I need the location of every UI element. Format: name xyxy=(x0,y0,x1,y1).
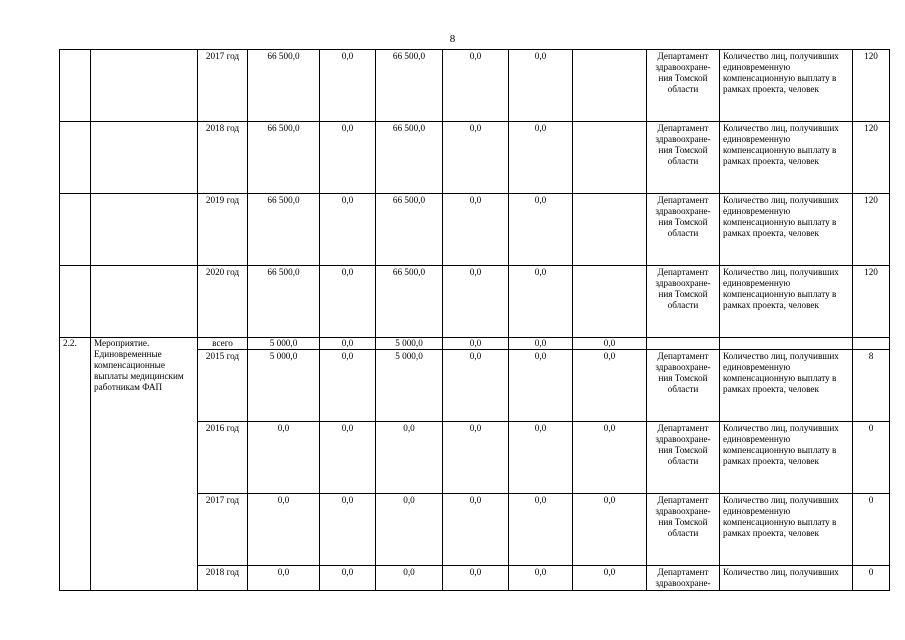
department-cell: Департамент здравоохране- ния Томской области xyxy=(647,122,720,194)
indicator-value-cell: 120 xyxy=(853,50,890,122)
amount-cell: 0,0 xyxy=(320,50,376,122)
amount-cell: 0,0 xyxy=(443,422,509,494)
amount-cell: 0,0 xyxy=(509,194,573,266)
section-title-cell: Мероприятие. Единовременные компенсационные выплаты медицинским работникам ФАП xyxy=(91,338,198,591)
amount-cell: 0,0 xyxy=(509,50,573,122)
amount-cell: 0,0 xyxy=(509,350,573,422)
amount-cell: 0,0 xyxy=(509,266,573,338)
year-cell: 2016 год xyxy=(198,422,248,494)
indicator-cell: Количество лиц, получивших единовременную компенсационную выплату в рамках проекта, человек xyxy=(720,494,853,566)
indicator-cell: Количество лиц, получивших единовременную компенсационную выплату в рамках проекта, человек xyxy=(720,122,853,194)
number-cell xyxy=(60,50,91,122)
amount-cell: 0,0 xyxy=(320,266,376,338)
indicator-cell: Количество лиц, получивших единовременную компенсационную выплату в рамках проекта, человек xyxy=(720,266,853,338)
title-cell xyxy=(91,266,198,338)
amount-cell: 0,0 xyxy=(320,494,376,566)
number-cell xyxy=(60,194,91,266)
indicator-cell: Количество лиц, получивших единовременную компенсационную выплату в рамках проекта, человек xyxy=(720,194,853,266)
total-cell: 0,0 xyxy=(248,422,320,494)
year-cell: 2017 год xyxy=(198,50,248,122)
department-cell: Департамент здравоохране- ния Томской области xyxy=(647,50,720,122)
amount-cell xyxy=(573,122,647,194)
table-row xyxy=(60,194,890,266)
amount-cell: 66 500,0 xyxy=(376,122,443,194)
year-cell: 2019 год xyxy=(198,194,248,266)
title-cell xyxy=(91,122,198,194)
amount-cell: 0,0 xyxy=(443,50,509,122)
total-cell: 5 000,0 xyxy=(248,350,320,422)
year-cell: 2020 год xyxy=(198,266,248,338)
program-table xyxy=(59,49,890,591)
department-cell: Департамент здравоохране- xyxy=(647,566,720,591)
amount-cell: 0,0 xyxy=(509,122,573,194)
title-cell xyxy=(91,194,198,266)
total-cell: 0,0 xyxy=(248,494,320,566)
amount-cell: 0,0 xyxy=(443,122,509,194)
indicator-cell xyxy=(720,338,853,350)
amount-cell: 0,0 xyxy=(509,338,573,350)
amount-cell: 0,0 xyxy=(509,566,573,591)
amount-cell: 0,0 xyxy=(376,494,443,566)
amount-cell xyxy=(573,194,647,266)
year-cell: 2017 год xyxy=(198,494,248,566)
amount-cell xyxy=(573,50,647,122)
amount-cell: 0,0 xyxy=(573,566,647,591)
year-cell: 2018 год xyxy=(198,122,248,194)
indicator-value-cell: 120 xyxy=(853,266,890,338)
number-cell xyxy=(60,122,91,194)
amount-cell: 0,0 xyxy=(443,350,509,422)
total-cell: 66 500,0 xyxy=(248,50,320,122)
total-cell: 66 500,0 xyxy=(248,194,320,266)
amount-cell: 0,0 xyxy=(509,422,573,494)
department-cell: Департамент здравоохране- ния Томской области xyxy=(647,422,720,494)
table-row xyxy=(60,122,890,194)
table-row xyxy=(60,50,890,122)
amount-cell: 0,0 xyxy=(320,566,376,591)
amount-cell: 0,0 xyxy=(320,194,376,266)
number-cell xyxy=(60,266,91,338)
amount-cell: 0,0 xyxy=(443,194,509,266)
department-cell: Департамент здравоохране- ния Томской области xyxy=(647,194,720,266)
amount-cell: 0,0 xyxy=(320,422,376,494)
amount-cell: 5 000,0 xyxy=(376,338,443,350)
amount-cell: 0,0 xyxy=(443,266,509,338)
indicator-value-cell xyxy=(853,338,890,350)
total-cell: 5 000,0 xyxy=(248,338,320,350)
page-number: 8 xyxy=(449,33,456,45)
amount-cell: 5 000,0 xyxy=(376,350,443,422)
amount-cell: 0,0 xyxy=(443,494,509,566)
indicator-value-cell: 8 xyxy=(853,350,890,422)
amount-cell: 0,0 xyxy=(509,494,573,566)
amount-cell: 0,0 xyxy=(573,422,647,494)
amount-cell: 0,0 xyxy=(573,338,647,350)
indicator-cell: Количество лиц, получивших единовременную компенсационную выплату в рамках проекта, человек xyxy=(720,350,853,422)
total-cell: 0,0 xyxy=(248,566,320,591)
amount-cell: 0,0 xyxy=(320,338,376,350)
amount-cell: 66 500,0 xyxy=(376,50,443,122)
amount-cell: 0,0 xyxy=(320,350,376,422)
amount-cell: 66 500,0 xyxy=(376,266,443,338)
indicator-value-cell: 120 xyxy=(853,122,890,194)
indicator-value-cell: 120 xyxy=(853,194,890,266)
department-cell xyxy=(647,338,720,350)
amount-cell: 66 500,0 xyxy=(376,194,443,266)
year-cell: всего xyxy=(198,338,248,350)
amount-cell: 0,0 xyxy=(320,122,376,194)
amount-cell: 0,0 xyxy=(376,566,443,591)
year-cell: 2015 год xyxy=(198,350,248,422)
amount-cell xyxy=(573,266,647,338)
section-number-cell: 2.2. xyxy=(60,338,91,591)
amount-cell: 0,0 xyxy=(443,566,509,591)
table-row xyxy=(60,266,890,338)
department-cell: Департамент здравоохране- ния Томской области xyxy=(647,494,720,566)
year-cell: 2018 год xyxy=(198,566,248,591)
department-cell: Департамент здравоохране- ния Томской области xyxy=(647,266,720,338)
indicator-value-cell: 0 xyxy=(853,494,890,566)
amount-cell: 0,0 xyxy=(376,422,443,494)
indicator-cell: Количество лиц, получивших единовременную компенсационную выплату в рамках проекта, человек xyxy=(720,50,853,122)
table-row-total xyxy=(60,338,890,350)
amount-cell: 0,0 xyxy=(573,350,647,422)
indicator-value-cell: 0 xyxy=(853,422,890,494)
department-cell: Департамент здравоохране- ния Томской области xyxy=(647,350,720,422)
total-cell: 66 500,0 xyxy=(248,122,320,194)
amount-cell: 0,0 xyxy=(443,338,509,350)
indicator-cell: Количество лиц, получивших единовременную компенсационную выплату в рамках проекта, человек xyxy=(720,422,853,494)
indicator-value-cell: 0 xyxy=(853,566,890,591)
amount-cell: 0,0 xyxy=(573,494,647,566)
total-cell: 66 500,0 xyxy=(248,266,320,338)
title-cell xyxy=(91,50,198,122)
indicator-cell: Количество лиц, получивших xyxy=(720,566,853,591)
